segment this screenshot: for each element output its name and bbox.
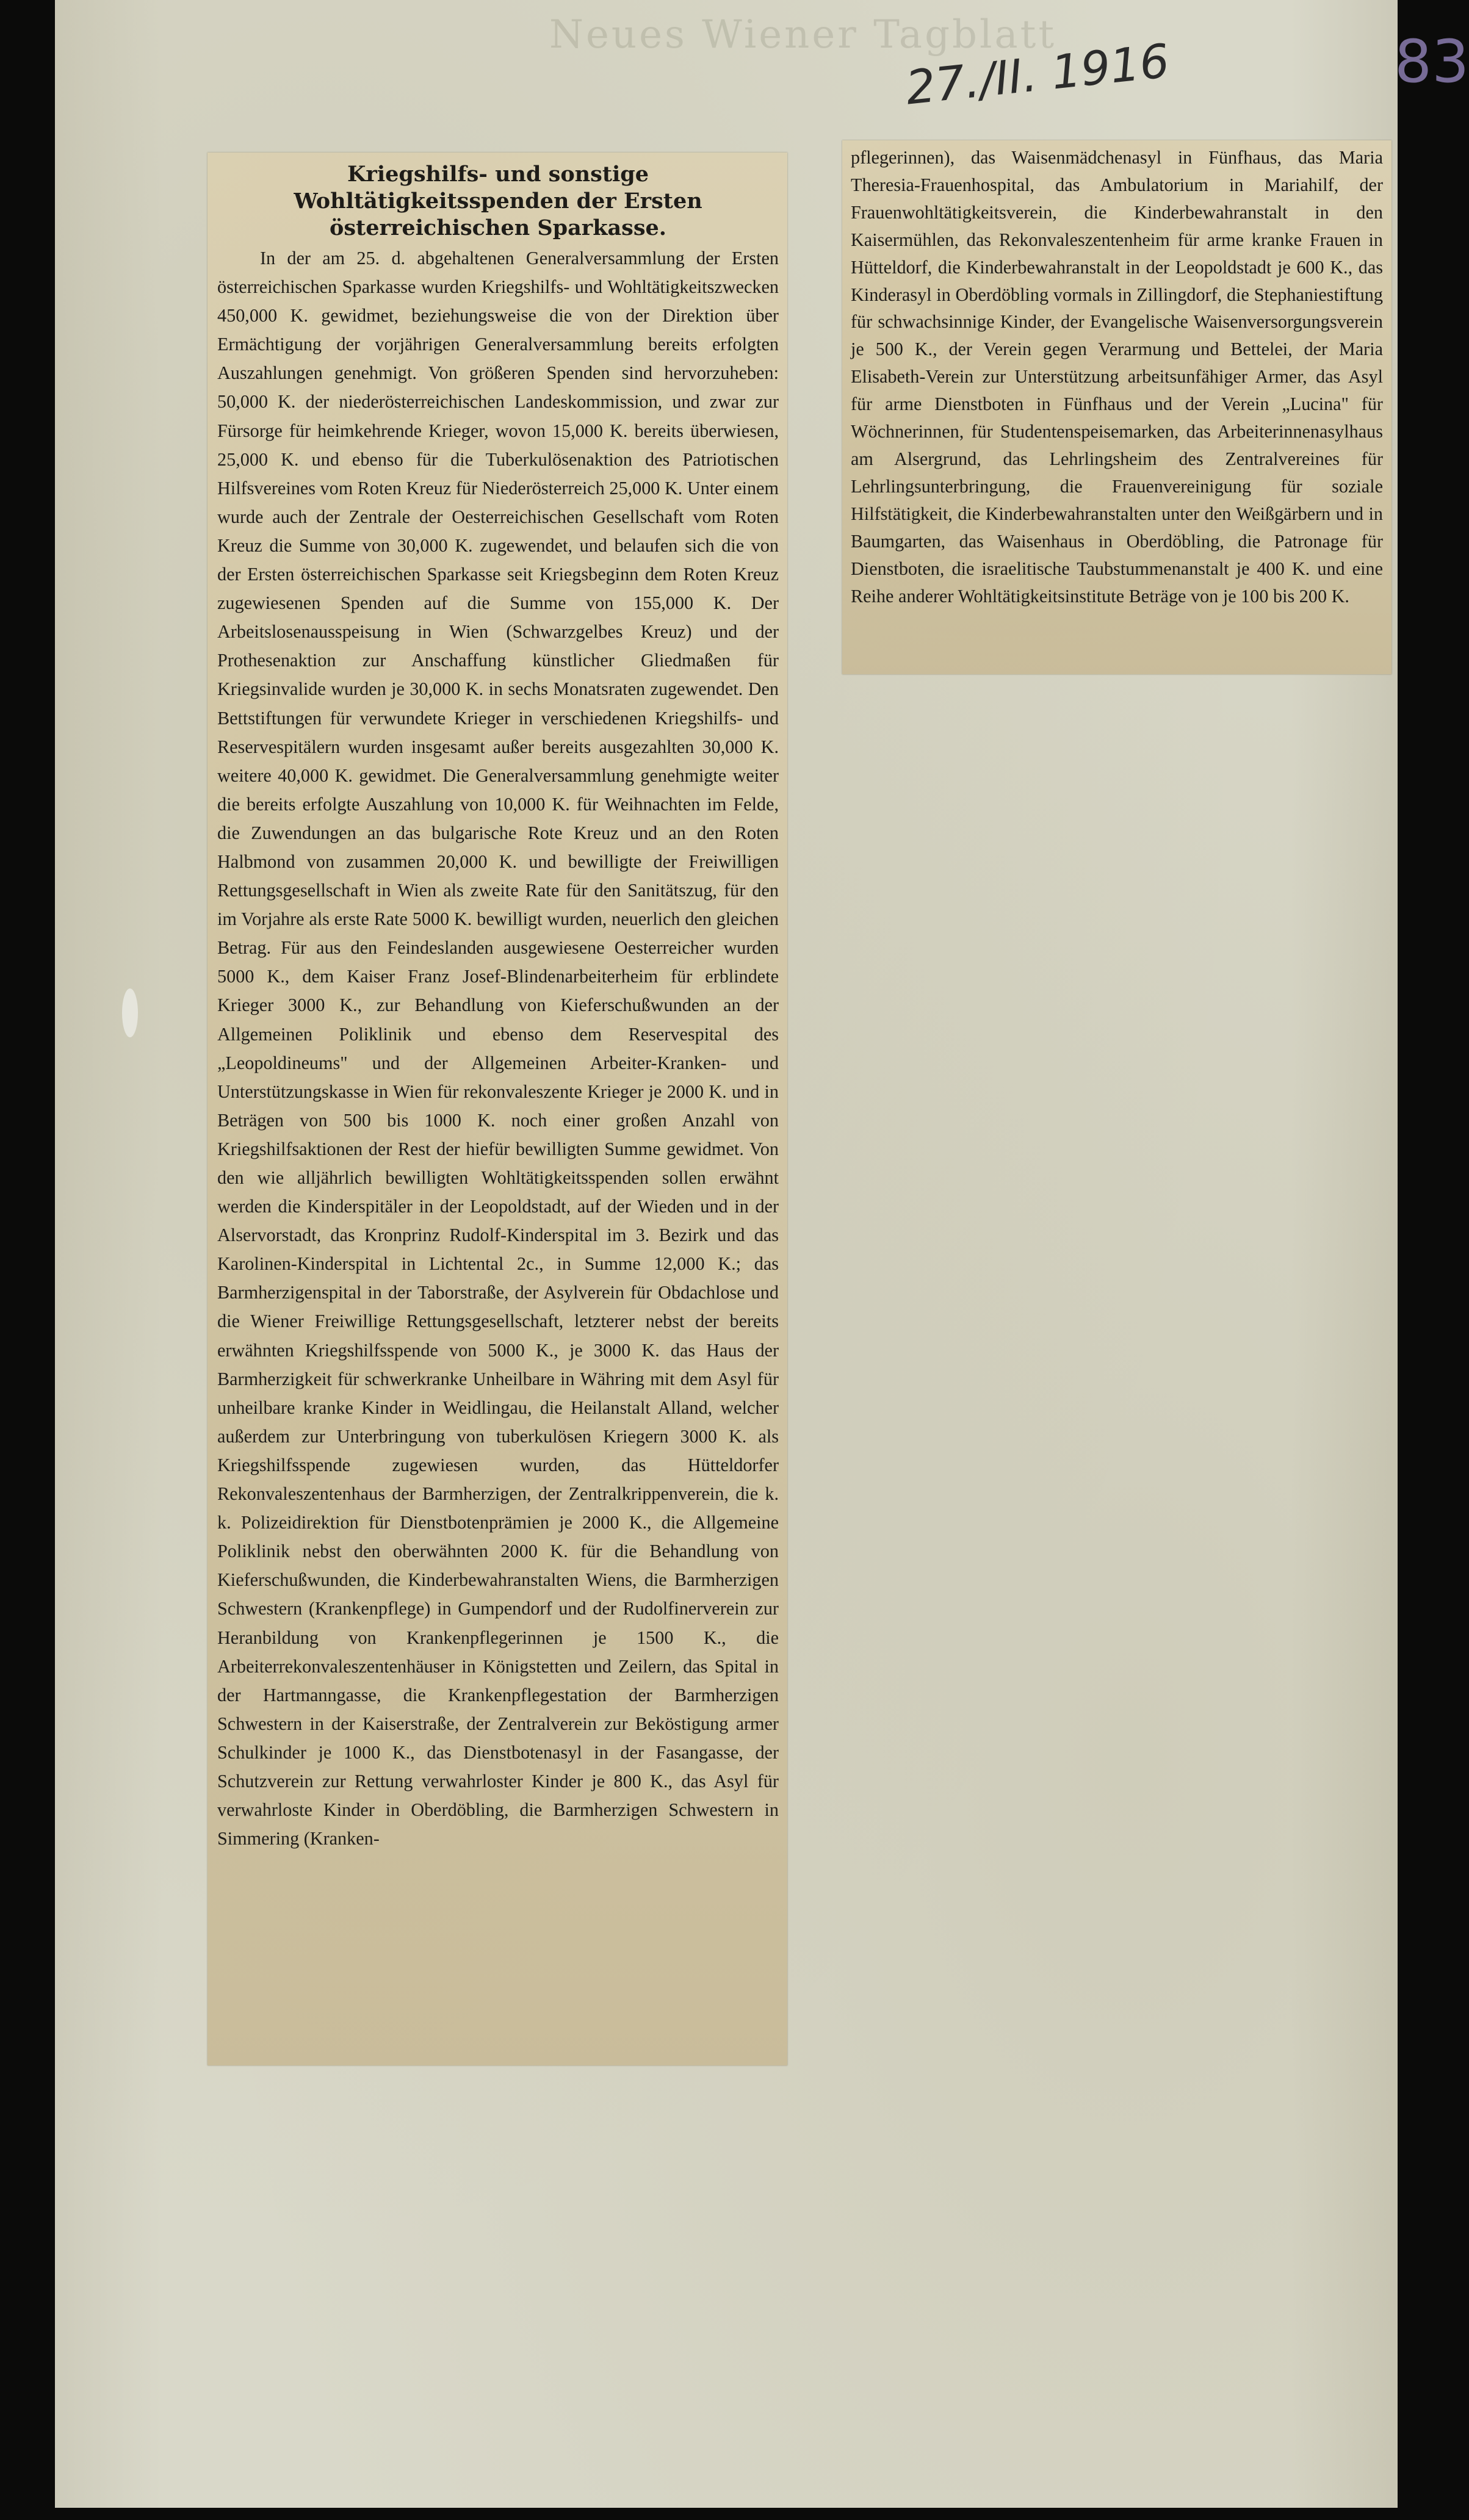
masthead-imprint: Neues Wiener Tagblatt — [549, 12, 1057, 57]
paper-stain — [122, 988, 138, 1037]
article-body: In der am 25. d. abgehaltenen Generalversammlung der Ersten österreichischen Sparkasse wurden Kriegshilfs- und Wohltätigkeitszwecken 450,000 K. gewidmet, beziehungsweise die von der Direktion über Ermächtigung der vorjährigen Generalversammlung bereits erfolgten Auszahlungen genehmigt. Von größeren Spenden sind hervorzuheben: 50,000 K. der niederösterreichischen Landeskommission, und zwar zur Fürsorge für heimkehrende Krieger, wovon 15,000 K. bereits überwiesen, 25,000 K. und ebenso für die Tuberkulösenaktion des Patriotischen Hilfsvereines vom Roten Kreuz für Niederösterreich 25,000 K. Unter einem wurde auch der Zentrale der Oesterreichischen Gesellschaft vom Roten Kreuz die Summe von 30,000 K. zugewendet, und belaufen sich die von der Ersten österreichischen Sparkasse seit Kriegsbeginn dem Roten Kreuz zugewiesenen Spenden auf die Summe von 155,000 K. Der Arbeitslosenausspeisung in Wien (Schwarzgelbes Kreuz) und der Prothesenaktion zur Anschaffung künstlicher Gliedmaßen für Kriegsinvalide wurden je 30,000 K. in sechs Monatsraten zugewendet. Den Bettstiftungen für verwundete Krieger in verschiedenen Kriegshilfs- und Reservespitälern wurden insgesamt außer bereits ausgezahlten 30,000 K. weitere 40,000 K. gewidmet. Die Generalversammlung genehmigte weiter die bereits erfolgte Auszahlung von 10,000 K. für Weihnachten im Felde, die Zuwendungen an das bulgarische Rote Kreuz und an den Roten Halbmond von zusammen 20,000 K. und bewilligte der Freiwilligen Rettungsgesellschaft in Wien als zweite Rate für den Sanitätszug, für den im Vorjahre als erste Rate 5000 K. bewilligt wurden, neuerlich den gleichen Betrag. Für aus den Feindeslanden ausgewiesene Oesterreicher wurden 5000 K., dem Kaiser Franz Josef-Blindenarbeiterheim für erblindete Krieger 3000 K., zur Behandlung von Kieferschußwunden an der Allgemeinen Poliklinik und ebenso dem Reservespital des „Leopoldineums" und der Allgemeinen Arbeiter-Kranken- und Unterstützungskasse in Wien für rekonvaleszente Krieger je 2000 K. und in Beträgen von 500 bis 1000 K. noch einer großen Anzahl von Kriegshilfsaktionen der Rest der hiefür bewilligten Summe gewidmet. Von den wie alljährlich bewilligten Wohltätigkeitsspenden sollen erwähnt werden die Kinderspitäler in der Leopoldstadt, auf der Wieden und in der Alservorstadt, das Kronprinz Rudolf-Kinderspital im 3. Bezirk und das Karolinen-Kinderspital in Lichtental 2c., in Summe 12,000 K.; das Barmherzigenspital in der Taborstraße, der Asylverein für Obdachlose und die Wiener Freiwillige Rettungsgesellschaft, letzterer nebst der bereits erwähnten Kriegshilfsspende von 5000 K., je 3000 K. das Haus der Barmherzigkeit für schwerkranke Unheilbare in Währing mit dem Asyl für unheilbare kranke Kinder in Weidlingau, die Heilanstalt Alland, welcher außerdem zur Unterbringung von tuberkulösen Kriegern 3000 K. als Kriegshilfsspende zugewiesen wurden, das Hütteldorfer Rekonvaleszentenhaus der Barmherzigen, der Zentralkrippenverein, die k. k. Polizeidirektion für Dienstbotenprämien je 2000 K., die Allgemeine Poliklinik nebst den oberwähnten 2000 K. für die Behandlung von Kieferschußwunden, die Kinderbewahranstalten Wiens, die Barmherzigen Schwestern (Krankenpflege) in Gumpendorf und der Rudolfinerverein zur Heranbildung von Krankenpflegerinnen je 1500 K., die Arbeiterrekonvaleszentenhäuser in Königstetten und Zeilern, das Spital in der Hartmanngasse, die Krankenpflegestation der Barmherzigen Schwestern in der Kaiserstraße, der Zentralverein zur Beköstigung armer Schulkinder je 1000 K., das Dienstbotenasyl in der Fasangasse, der Schutzverein zur Rettung verwahrloster Kinder je 800 K., das Asyl für verwahrloste Kinder in Oberdöbling, die Barmherzigen Schwestern in Simmering (Kranken- — [217, 248, 779, 1849]
clipping-continuation-column — [842, 140, 1391, 674]
article-headline: Kriegshilfs- und sonstige Wohltätigkeitsspenden der Ersten österreichischen Sparkasse. — [294, 162, 702, 240]
handwritten-date: 27./II. 1916 — [903, 33, 1172, 115]
article-continuation: pflegerinnen), das Waisenmädchenasyl in Fünfhaus, das Maria Theresia-Frauenhospital, das Ambulatorium in Mariahilf, der Frauenwohltätigkeitsverein, die Kinderbewahranstalt in den Kaisermühlen, das Rekonvaleszentenheim für arme kranke Frauen in Hütteldorf, die Kinderbewahranstalt in der Leopoldstadt je 600 K., das Kinderasyl in Oberdöbling vormals in Zillingdorf, die Stephaniestiftung für schwachsinnige Kinder, der Evangelische Waisenversorgungsverein je 500 K., der Verein gegen Verarmung und Bettelei, der Maria Elisabeth-Verein zur Unterstützung arbeitsunfähiger Armer, das Asyl für arme Dienstboten in Fünfhaus und der Verein „Lucina" für Wöchnerinnen, für Studentenspeisemarken, das Arbeiterinnenasylhaus am Alsergrund, das Lehrlingsheim des Zentralvereines für Lehrlingsunterbringung, die Frauenvereinigung für soziale Hilfstätigkeit, die Kinderbewahranstalten unter den Weißgärbern und in Baumgarten, das Waisenhaus in Oberdöbling, die Patronage für Dienstboten, die israelitische Taubstummenanstalt je 400 K. und eine Reihe anderer Wohltätigkeitsinstitute Beträge von je 100 bis 200 K. — [851, 147, 1383, 607]
page-number: 83 — [1395, 27, 1469, 96]
clipping-main-column — [208, 153, 787, 2065]
